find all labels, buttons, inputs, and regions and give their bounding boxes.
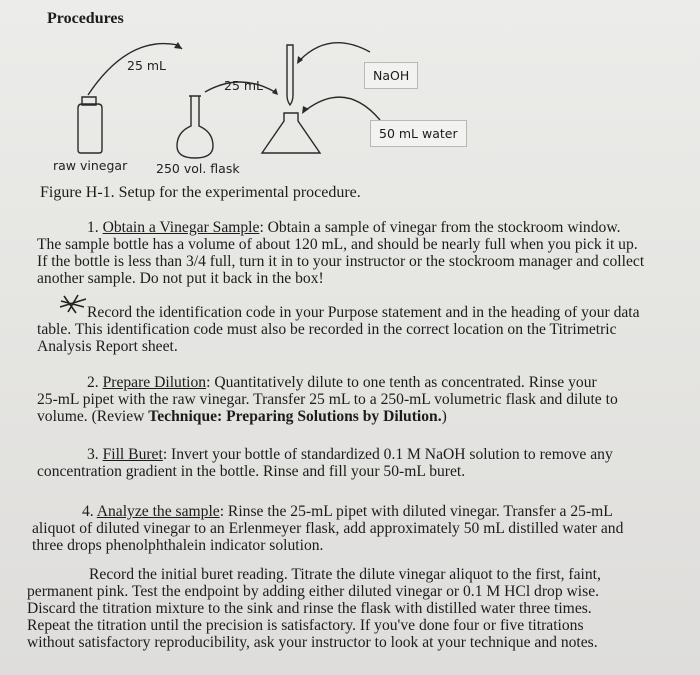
- step-4: [32, 503, 677, 554]
- step-1-p2-line-2: table. This identification code must also be recorded in the correct location on the Titrimetric: [37, 321, 617, 338]
- step-1-line-2: The sample bottle has a volume of about 120 mL, and should be nearly full when you pick it up.: [37, 236, 638, 253]
- volumetric-flask-icon: [177, 96, 213, 158]
- step-2-technique-ref: Technique: Preparing Solutions by Dilution.: [148, 408, 442, 425]
- pipet-volume-label-1: 25 mL: [127, 58, 167, 73]
- step-4-title: Analyze the sample: [96, 503, 220, 520]
- step-3-title: Fill Buret: [102, 446, 163, 463]
- step-4-paragraph-2: [27, 566, 677, 651]
- erlenmeyer-flask-icon: [262, 113, 320, 153]
- step-4-p2-line-1: Record the initial buret reading. Titrate the dilute vinegar aliquot to the first, faint,: [89, 566, 601, 583]
- step-1-p2-line-3: Analysis Report sheet.: [37, 338, 178, 355]
- step-2-line-1: : Quantitatively dilute to one tenth as concentrated. Rinse your: [206, 374, 597, 391]
- step-2-line-2: 25-mL pipet with the raw vinegar. Transfer 25 mL to a 250-mL volumetric flask and dilute to: [37, 391, 618, 408]
- figure-caption: Figure H-1. Setup for the experimental procedure.: [40, 184, 361, 201]
- water-label: 50 mL water: [370, 120, 467, 147]
- step-3: [37, 446, 677, 480]
- arrow-naoh-to-buret: [300, 43, 370, 60]
- step-1-line-1: : Obtain a sample of vinegar from the stockroom window.: [259, 219, 621, 236]
- step-3-line-2: concentration gradient in the bottle. Rinse and fill your 50-mL buret.: [37, 463, 466, 480]
- step-1-p2-line-1: Record the identification code in your Purpose statement and in the heading of your data: [87, 304, 640, 321]
- step-4-p2-line-2: permanent pink. Test the endpoint by adding either diluted vinegar or 0.1 M HCl drop wise.: [27, 583, 600, 600]
- step-2-line-3c: ): [441, 408, 447, 425]
- step-4-line-1: : Rinse the 25-mL pipet with diluted vinegar. Transfer a 25-mL: [219, 503, 613, 520]
- step-2-line-3a: volume. (Review: [37, 408, 149, 425]
- raw-vinegar-label: raw vinegar: [53, 158, 128, 173]
- handwritten-star-mark: [58, 293, 88, 315]
- procedures-heading: Procedures: [47, 10, 124, 27]
- flask-label: 250 vol. flask: [156, 161, 240, 176]
- step-4-line-3: three drops phenolphthalein indicator solution.: [32, 537, 324, 554]
- step-2-number: 2.: [87, 374, 103, 391]
- step-3-number: 3.: [87, 446, 103, 463]
- step-2-title: Prepare Dilution: [102, 374, 207, 391]
- pipet-volume-label-2: 25 mL: [224, 78, 264, 93]
- step-1-line-3: If the bottle is less than 3/4 full, turn it in to your instructor or the stockroom manager and collect: [37, 253, 645, 270]
- step-4-p2-line-5: without satisfactory reproducibility, ask your instructor to look at your technique and notes.: [27, 634, 598, 651]
- step-1: [37, 219, 677, 287]
- buret-icon: [287, 45, 293, 105]
- step-4-p2-line-4: Repeat the titration until the precision is satisfactory. If you've done four or five titrations: [27, 617, 584, 634]
- step-1-line-4: another sample. Do not put it back in the box!: [37, 270, 324, 287]
- step-4-line-2: aliquot of diluted vinegar to an Erlenmeyer flask, add approximately 50 mL distilled water and: [32, 520, 624, 537]
- step-4-p2-line-3: Discard the titration mixture to the sink and rinse the flask with distilled water three times.: [27, 600, 592, 617]
- step-1-title: Obtain a Vinegar Sample: [102, 219, 260, 236]
- step-2: [37, 374, 677, 425]
- step-3-line-1: : Invert your bottle of standardized 0.1 M NaOH solution to remove any: [162, 446, 613, 463]
- step-1-paragraph-2: [37, 304, 677, 355]
- step-4-number: 4.: [82, 503, 97, 520]
- step-1-number: 1.: [87, 219, 103, 236]
- arrow-water-to-erlenmeyer: [306, 97, 380, 120]
- naoh-label: NaOH: [364, 62, 418, 89]
- vinegar-bottle-icon: [78, 97, 102, 153]
